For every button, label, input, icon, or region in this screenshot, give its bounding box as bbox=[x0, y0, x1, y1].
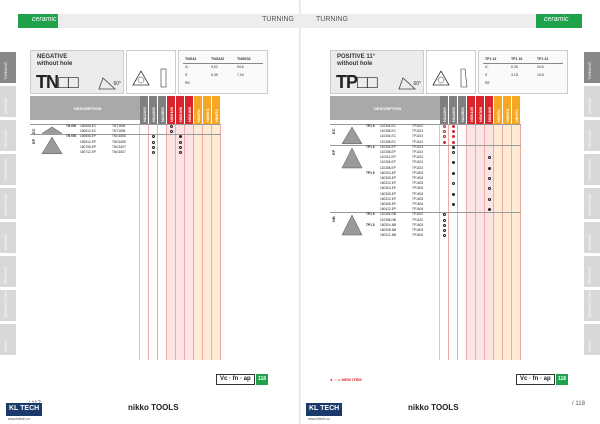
triangle-insert-icon bbox=[427, 51, 475, 93]
website: www.kltech.cz bbox=[8, 417, 30, 421]
grade-column bbox=[158, 124, 167, 360]
grade-label: NSK400 bbox=[487, 106, 492, 122]
stock-dot-open bbox=[170, 125, 173, 128]
row-dim: TP1604 bbox=[412, 202, 424, 206]
row-code: 160312-NB bbox=[380, 233, 397, 238]
section-title-box bbox=[30, 50, 124, 94]
grade-column bbox=[512, 124, 521, 360]
row-code: 110312-EP bbox=[380, 155, 396, 160]
row-code: 160304-EP bbox=[380, 186, 396, 191]
stock-dot-filled bbox=[452, 172, 455, 175]
page-ref-button[interactable]: 118 bbox=[256, 374, 268, 385]
formula-button[interactable]: Vc · fn · ap bbox=[516, 374, 555, 385]
dim-cell: S bbox=[485, 73, 488, 77]
row-code: 160304-NB bbox=[380, 222, 397, 227]
grade-label: NA2200 bbox=[451, 107, 456, 122]
stock-dot-open bbox=[452, 151, 455, 154]
title-line2: without hole bbox=[37, 61, 73, 67]
dimension-table bbox=[178, 50, 268, 94]
nikko-logo: nikko TOOLS bbox=[128, 403, 179, 412]
description-label: DESCRIPTION bbox=[374, 106, 402, 111]
stock-dot-filled bbox=[452, 146, 455, 149]
grade-column bbox=[185, 124, 194, 360]
side-tab-label: GROOVING bbox=[3, 193, 8, 216]
stock-dot-filled bbox=[443, 141, 446, 144]
grade-header bbox=[167, 96, 175, 124]
grade-header bbox=[140, 96, 148, 124]
grade-header bbox=[467, 96, 475, 124]
block-divider bbox=[330, 124, 521, 125]
side-tab-label: GROOVING bbox=[587, 193, 592, 216]
row-dim: TP1103 bbox=[412, 212, 423, 217]
side-tab-threading[interactable] bbox=[0, 154, 16, 186]
row-code: 160312-EP bbox=[380, 181, 396, 186]
side-tab-label: THREADING bbox=[587, 158, 592, 182]
row-dim: TP1603 bbox=[412, 222, 424, 227]
grade-column bbox=[167, 124, 176, 360]
side-tab-label: THREADING bbox=[3, 158, 8, 182]
triangle-insert-image bbox=[340, 125, 364, 146]
dim-cell: 7,94 bbox=[237, 73, 244, 77]
section-angle: 60° bbox=[413, 81, 421, 87]
insert-geometry bbox=[426, 50, 476, 94]
dim-cell: 9/16 bbox=[237, 65, 244, 69]
side-tab-parting[interactable] bbox=[0, 256, 16, 288]
grade-header bbox=[176, 96, 184, 124]
row-dim: TNT1606 bbox=[112, 124, 126, 128]
dimension-table bbox=[478, 50, 568, 94]
section-title bbox=[37, 54, 72, 68]
side-tab-grooving[interactable] bbox=[0, 188, 16, 220]
row-series: TP1 8 bbox=[366, 170, 375, 175]
row-code: 160412-EP bbox=[380, 207, 396, 212]
row-dim: TP1603 bbox=[412, 176, 424, 180]
header-green-label: ceramic bbox=[544, 16, 569, 23]
stock-dot-open bbox=[152, 151, 155, 154]
triangle-insert-icon bbox=[127, 51, 175, 93]
side-tab-milling[interactable] bbox=[584, 86, 600, 118]
triangle-insert-image bbox=[340, 146, 364, 170]
insert-geometry bbox=[126, 50, 176, 94]
grade-header bbox=[494, 96, 502, 124]
grade-column bbox=[503, 124, 512, 360]
grade-column bbox=[440, 124, 449, 360]
grade-column bbox=[476, 124, 485, 360]
grade-label: NB4TA bbox=[214, 108, 219, 122]
kltech-logo: KL TECH bbox=[306, 403, 342, 416]
side-tab-label: BORING bbox=[3, 234, 8, 250]
side-tab-label: DRILLING bbox=[3, 129, 8, 148]
row-code: 110304-EC bbox=[380, 134, 396, 139]
row-dim: TNG1607 bbox=[112, 150, 126, 154]
stock-dot-open bbox=[443, 125, 446, 128]
stock-dot-open bbox=[152, 146, 155, 149]
row-code: 160312-EP bbox=[380, 196, 396, 201]
section-title bbox=[337, 54, 375, 68]
side-tab-label: MILLING bbox=[3, 97, 8, 114]
row-code: 160712-EP bbox=[80, 150, 96, 154]
row-code: 160608-EP bbox=[80, 134, 96, 139]
grade-header bbox=[449, 96, 457, 124]
row-dim: TNG1606 bbox=[112, 139, 126, 144]
grade-column bbox=[212, 124, 221, 360]
side-tab-label: INDEX bbox=[587, 339, 592, 352]
stock-dot-filled bbox=[452, 125, 455, 128]
side-label: EP bbox=[31, 139, 36, 145]
side-tab-label: PARTING bbox=[587, 266, 592, 284]
header-green-tab bbox=[18, 14, 58, 28]
grade-header bbox=[203, 96, 211, 124]
block-divider bbox=[330, 145, 521, 146]
row-code: 110304-EP bbox=[380, 160, 396, 165]
row-dim: TP1603 bbox=[412, 228, 424, 232]
new-item-legend: ●, ○ = NEW ITEM bbox=[330, 377, 362, 382]
formula-button[interactable]: Vc · fn · ap bbox=[216, 374, 255, 385]
stock-dot-filled bbox=[488, 167, 491, 170]
grade-column bbox=[485, 124, 494, 360]
dim-cell: IC bbox=[185, 65, 189, 69]
side-tab-label: INDEX bbox=[3, 339, 8, 352]
side-label: EP bbox=[331, 149, 336, 155]
row-code: 160608-EC bbox=[80, 124, 97, 128]
row-code: 110304-EC bbox=[380, 124, 396, 128]
dim-cell: 1/16 bbox=[537, 73, 544, 77]
grade-label: NA2500 bbox=[160, 107, 165, 122]
grade-column bbox=[467, 124, 476, 360]
row-dim: TP1603 bbox=[412, 181, 424, 186]
row-dim: TP1603 bbox=[412, 196, 424, 201]
grade-column bbox=[203, 124, 212, 360]
side-tab-label: DRILLING bbox=[587, 129, 592, 148]
grade-header bbox=[440, 96, 448, 124]
grade-label: NSK100 bbox=[169, 106, 174, 122]
grade-label: NS4TA bbox=[496, 109, 501, 122]
row-code: 160612-EP bbox=[80, 139, 96, 144]
title-line2: without hole bbox=[337, 61, 373, 67]
side-tab-special-tools[interactable] bbox=[0, 286, 16, 322]
grade-column bbox=[494, 124, 503, 360]
dim-cell: 9/16 bbox=[537, 65, 544, 69]
dim-cell: 6,35 bbox=[211, 73, 218, 77]
side-tab-drilling[interactable] bbox=[584, 120, 600, 152]
grade-header bbox=[149, 96, 157, 124]
grade-label: NSK300 bbox=[178, 106, 183, 122]
row-dim: TP1603 bbox=[412, 186, 424, 191]
row-dim: TP1103 bbox=[412, 124, 423, 128]
grade-header bbox=[158, 96, 166, 124]
side-tab-grooving[interactable] bbox=[584, 188, 600, 220]
description-header bbox=[330, 96, 440, 120]
dim-cell: 3,18 bbox=[511, 73, 518, 77]
side-tab-index[interactable] bbox=[0, 324, 16, 356]
side-tab-label: BORING bbox=[587, 234, 592, 250]
side-tab-label: TURNING bbox=[3, 61, 8, 80]
row-code: 160408-EP bbox=[380, 202, 396, 206]
dim-divider bbox=[483, 63, 563, 64]
side-tab-threading[interactable] bbox=[584, 154, 600, 186]
side-tab-label: TURNING bbox=[587, 61, 592, 80]
dim-cell: S bbox=[185, 73, 188, 77]
row-dim: TP1103 bbox=[412, 165, 423, 170]
header-green-label: ceramic bbox=[32, 16, 57, 23]
row-series: TN GN bbox=[66, 134, 76, 139]
row-code: 110308-EP bbox=[380, 165, 396, 170]
row-dim: TP1603 bbox=[412, 170, 424, 175]
grade-label: NA2100 bbox=[142, 107, 147, 122]
stock-dot-open bbox=[152, 141, 155, 144]
website: www.kltech.cz bbox=[308, 417, 330, 421]
side-label: EC bbox=[331, 128, 336, 134]
side-tab-label: MILLING bbox=[587, 97, 592, 114]
side-tab-milling[interactable] bbox=[0, 86, 16, 118]
side-tab-boring[interactable] bbox=[584, 222, 600, 254]
section-title-box bbox=[330, 50, 424, 94]
title-line1: POSITIVE 11° bbox=[337, 54, 376, 60]
row-dim: TP1103 bbox=[412, 155, 423, 160]
header-title: TURNING bbox=[316, 16, 348, 23]
side-tab-turning[interactable] bbox=[584, 52, 600, 84]
grade-label: NSK100 bbox=[469, 106, 474, 122]
row-dim: TP1103 bbox=[412, 129, 423, 134]
row-code: 110308-EC bbox=[380, 129, 396, 134]
triangle-insert-image bbox=[340, 213, 364, 237]
description-header bbox=[30, 96, 140, 120]
row-series: TP1 8 bbox=[366, 222, 375, 227]
row-series: TN GN bbox=[66, 124, 76, 128]
nikko-logo: nikko TOOLS bbox=[408, 403, 459, 412]
stock-dot-open bbox=[443, 229, 446, 232]
dim-cell: TNG332 bbox=[211, 57, 225, 61]
row-code: 110304-EP bbox=[380, 144, 396, 149]
dim-cell: TNGE32 bbox=[237, 57, 251, 61]
row-code: 160708-EP bbox=[80, 144, 96, 149]
side-tab-drilling[interactable] bbox=[0, 120, 16, 152]
header-bar bbox=[58, 14, 300, 28]
block-divider bbox=[30, 124, 221, 125]
page-ref-button[interactable]: 118 bbox=[556, 374, 568, 385]
grade-header bbox=[485, 96, 493, 124]
stock-dot-open bbox=[488, 198, 491, 201]
stock-dot-filled bbox=[452, 193, 455, 196]
grade-column bbox=[194, 124, 203, 360]
stock-dot-open bbox=[179, 146, 182, 149]
row-dim: TNT1606 bbox=[112, 129, 126, 134]
grade-label: NSK400 bbox=[187, 106, 192, 122]
grade-column bbox=[449, 124, 458, 360]
title-line1: NEGATIVE bbox=[37, 54, 68, 60]
grade-header bbox=[512, 96, 520, 124]
row-dim: TP1603 bbox=[412, 191, 424, 196]
dim-cell: TP1 13 bbox=[485, 57, 497, 61]
dim-divider bbox=[183, 63, 263, 64]
dim-cell: TP1 22 bbox=[537, 57, 549, 61]
stock-dot-open bbox=[443, 224, 446, 227]
row-dim: TNG1606 bbox=[112, 134, 126, 139]
grade-header bbox=[212, 96, 220, 124]
side-tab-label: SPECIAL TOOLS bbox=[3, 286, 8, 318]
dim-cell: 9,52 bbox=[211, 65, 218, 69]
triangle-insert-image bbox=[40, 135, 64, 156]
dim-cell: RE bbox=[185, 81, 190, 85]
row-dim: TP1604 bbox=[412, 207, 424, 212]
grade-label: NA2500 bbox=[460, 107, 465, 122]
grade-column bbox=[149, 124, 158, 360]
grade-label: NM4TA bbox=[205, 108, 210, 122]
grade-header bbox=[476, 96, 484, 124]
row-dim: TNG1607 bbox=[112, 144, 126, 149]
stock-dot-open bbox=[179, 141, 182, 144]
dim-cell: 6,35 bbox=[511, 65, 518, 69]
right-page bbox=[300, 0, 600, 424]
side-tab-parting[interactable] bbox=[584, 256, 600, 288]
grade-header bbox=[194, 96, 202, 124]
grade-label: NA2100 bbox=[442, 107, 447, 122]
side-tab-index[interactable] bbox=[584, 324, 600, 356]
row-dim: TP1103 bbox=[412, 150, 423, 154]
section-angle: 60° bbox=[113, 81, 121, 87]
row-code: 110308-EC bbox=[380, 139, 396, 144]
row-dim: TP1103 bbox=[412, 134, 423, 139]
dim-cell: TNG33 bbox=[185, 57, 197, 61]
dim-cell: RE bbox=[485, 81, 490, 85]
side-tab-boring[interactable] bbox=[0, 222, 16, 254]
grade-label: NA2200 bbox=[151, 107, 156, 122]
row-code: 110304-NB bbox=[380, 212, 396, 217]
stock-dot-filled bbox=[452, 203, 455, 206]
block-divider bbox=[330, 212, 521, 213]
grade-label: NB4TA bbox=[514, 108, 519, 122]
header-green-tab bbox=[536, 14, 582, 28]
stock-dot-open bbox=[488, 177, 491, 180]
header-bar bbox=[300, 14, 536, 28]
side-tab-label: SPECIAL TOOLS bbox=[587, 286, 592, 318]
row-code: 160308-NB bbox=[380, 228, 397, 232]
side-tab-turning[interactable] bbox=[0, 52, 16, 84]
grade-column bbox=[140, 124, 149, 360]
row-code: 160304-EP bbox=[380, 170, 396, 175]
row-dim: TP1603 bbox=[412, 233, 424, 238]
row-dim: TP1103 bbox=[412, 144, 423, 149]
row-code: 110308-NB bbox=[380, 217, 396, 222]
description-label: DESCRIPTION bbox=[74, 106, 102, 111]
section-code: TP□□ bbox=[336, 72, 377, 92]
grade-label: NS4TA bbox=[196, 109, 201, 122]
grade-header bbox=[458, 96, 466, 124]
row-code: 160612-EC bbox=[80, 129, 97, 134]
side-tab-special-tools[interactable] bbox=[584, 286, 600, 322]
dim-cell: TP1 16 bbox=[511, 57, 523, 61]
grade-column bbox=[176, 124, 185, 360]
stock-dot-open bbox=[179, 151, 182, 154]
row-series: TP1 8 bbox=[366, 212, 375, 217]
grade-header bbox=[185, 96, 193, 124]
row-code: 160308-EP bbox=[380, 191, 396, 196]
stock-dot-open bbox=[443, 219, 446, 222]
row-dim: TP1103 bbox=[412, 139, 423, 144]
row-code: 110308-EP bbox=[380, 150, 396, 154]
description-area bbox=[30, 124, 140, 360]
dim-cell: IC bbox=[485, 65, 489, 69]
page-number: / 118 bbox=[572, 401, 585, 407]
row-code: 160308-EP bbox=[380, 176, 396, 180]
stock-dot-filled bbox=[452, 141, 455, 144]
grade-label: NSK300 bbox=[478, 106, 483, 122]
section-code: TN□□ bbox=[36, 72, 78, 92]
row-series: TP1 8 bbox=[366, 124, 375, 128]
grade-label: NM4TA bbox=[505, 108, 510, 122]
row-dim: TP1103 bbox=[412, 217, 423, 222]
row-dim: TP1103 bbox=[412, 160, 423, 165]
side-tab-label: PARTING bbox=[3, 266, 8, 284]
grade-header bbox=[503, 96, 511, 124]
side-label: NB bbox=[331, 216, 336, 223]
grade-column bbox=[458, 124, 467, 360]
header-title: TURNING bbox=[262, 16, 294, 23]
kltech-logo: KL TECH bbox=[6, 403, 42, 416]
side-label: EC bbox=[31, 128, 36, 134]
row-series: TP1 8 bbox=[366, 144, 375, 149]
